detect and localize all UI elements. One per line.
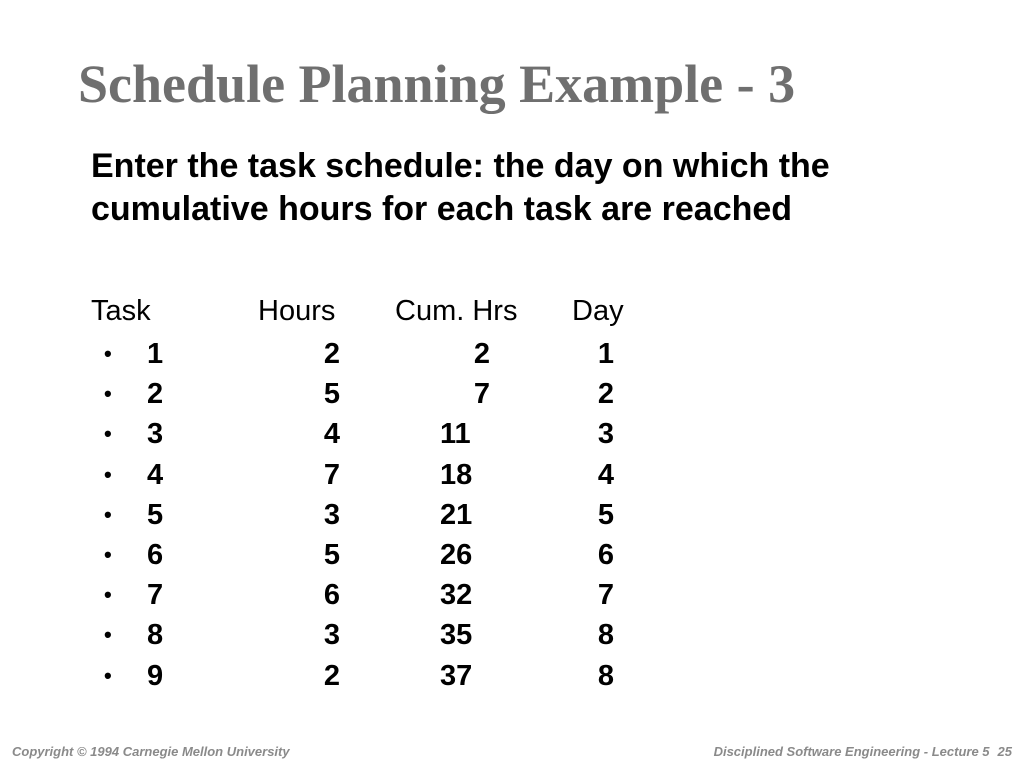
header-cum-hrs: Cum. Hrs xyxy=(395,295,518,327)
cell-hours: 2 xyxy=(323,338,341,370)
table-row xyxy=(0,615,700,655)
table-row xyxy=(0,656,700,696)
cell-cum-hrs: 11 xyxy=(440,418,471,451)
cell-task: 4 xyxy=(147,458,164,491)
bullet-icon: • xyxy=(104,341,112,366)
cell-task: 6 xyxy=(147,538,164,571)
bullet-icon: • xyxy=(104,461,112,487)
footer-course: Disciplined Software Engineering - Lecture 5 xyxy=(713,744,990,759)
bullet-icon: • xyxy=(104,662,112,688)
footer-copyright: Copyright © 1994 Carnegie Mellon University xyxy=(12,744,290,759)
cell-hours: 3 xyxy=(323,498,341,531)
cell-cum-hrs: 32 xyxy=(440,579,473,612)
cell-hours: 3 xyxy=(323,619,341,652)
cell-day: 3 xyxy=(597,418,615,451)
cell-day: 8 xyxy=(597,659,615,692)
bullet-icon: • xyxy=(104,421,112,447)
cell-hours: 5 xyxy=(323,538,341,571)
bullet-icon: • xyxy=(104,381,112,407)
cell-day: 8 xyxy=(597,619,615,652)
cell-cum-hrs: 18 xyxy=(440,458,473,491)
table-row xyxy=(0,334,700,374)
footer-page-number: 25 xyxy=(997,744,1012,759)
table-row xyxy=(0,495,700,535)
cell-task: 1 xyxy=(147,338,164,370)
cell-task: 3 xyxy=(147,418,164,451)
cell-cum-hrs: 2 xyxy=(473,338,490,370)
cell-task: 5 xyxy=(147,498,164,531)
bullet-icon: • xyxy=(104,582,112,608)
cell-task: 7 xyxy=(147,579,164,612)
bullet-icon: • xyxy=(104,541,112,567)
cell-cum-hrs: 37 xyxy=(440,659,473,692)
cell-day: 7 xyxy=(597,579,615,612)
cell-day: 5 xyxy=(597,498,615,531)
table-row xyxy=(0,575,700,615)
table-row xyxy=(0,535,700,575)
cell-day: 1 xyxy=(597,338,615,370)
cell-hours: 5 xyxy=(323,378,341,411)
cell-task: 9 xyxy=(147,659,164,692)
cell-hours: 2 xyxy=(323,659,341,692)
cell-day: 4 xyxy=(597,458,615,491)
cell-day: 6 xyxy=(597,538,615,571)
header-hours: Hours xyxy=(258,295,336,327)
table-body xyxy=(0,334,700,696)
cell-hours: 7 xyxy=(323,458,341,491)
slide-title: Schedule Planning Example - 3 xyxy=(78,54,796,114)
table-row xyxy=(0,374,700,414)
cell-cum-hrs: 26 xyxy=(440,538,473,571)
cell-cum-hrs: 35 xyxy=(440,619,473,652)
table-row xyxy=(0,414,700,454)
cell-task: 8 xyxy=(147,619,164,652)
cell-cum-hrs: 7 xyxy=(473,378,490,411)
header-day: Day xyxy=(572,295,624,327)
header-task: Task xyxy=(91,295,151,327)
cell-task: 2 xyxy=(147,378,164,411)
cell-hours: 4 xyxy=(323,418,341,451)
bullet-icon: • xyxy=(104,501,112,527)
slide-subtitle xyxy=(91,145,971,231)
cell-day: 2 xyxy=(597,378,615,411)
bullet-icon: • xyxy=(104,622,112,648)
subtitle-line-2: cumulative hours for each task are reached xyxy=(91,190,793,228)
footer-right xyxy=(714,744,1012,759)
cell-cum-hrs: 21 xyxy=(440,498,473,531)
table-row xyxy=(0,455,700,495)
subtitle-line-1: Enter the task schedule: the day on which the xyxy=(91,147,830,185)
cell-hours: 6 xyxy=(323,579,341,612)
